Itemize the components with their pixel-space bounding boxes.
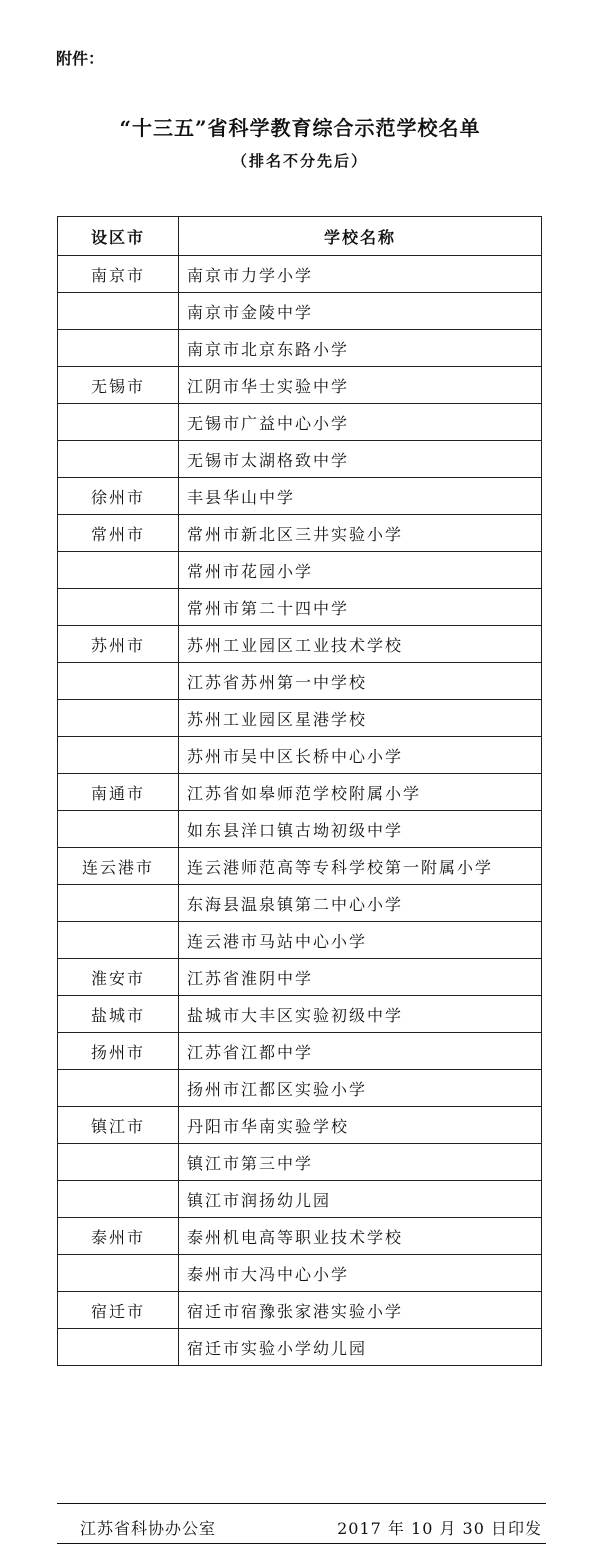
city-cell xyxy=(58,552,179,589)
city-cell: 泰州市 xyxy=(58,1218,179,1255)
table-row xyxy=(58,1255,542,1292)
school-cell: 南京市北京东路小学 xyxy=(179,330,542,367)
footer-bottom-rule xyxy=(57,1543,546,1544)
table-row xyxy=(58,256,542,293)
footer-date: 2017 年 10 月 30 日印发 xyxy=(337,1519,542,1538)
school-cell: 宿迁市实验小学幼儿园 xyxy=(179,1329,542,1366)
table-row xyxy=(58,1107,542,1144)
city-cell xyxy=(58,441,179,478)
city-cell: 无锡市 xyxy=(58,367,179,404)
city-cell: 常州市 xyxy=(58,515,179,552)
city-cell xyxy=(58,330,179,367)
table-row xyxy=(58,515,542,552)
school-cell: 无锡市太湖格致中学 xyxy=(179,441,542,478)
footer-top-rule xyxy=(57,1503,546,1504)
city-cell xyxy=(58,1144,179,1181)
school-list-table xyxy=(57,216,542,1366)
document-title: “十三五”省科学教育综合示范学校名单 xyxy=(119,116,481,140)
table-row xyxy=(58,1329,542,1366)
city-cell xyxy=(58,737,179,774)
school-cell: 江苏省如皋师范学校附属小学 xyxy=(179,774,542,811)
school-cell: 常州市第二十四中学 xyxy=(179,589,542,626)
column-header-city: 设区市 xyxy=(58,217,179,256)
table-row xyxy=(58,589,542,626)
city-cell: 南京市 xyxy=(58,256,179,293)
table-row xyxy=(58,367,542,404)
table-header-row xyxy=(58,217,542,256)
city-cell xyxy=(58,1329,179,1366)
school-cell: 连云港市马站中心小学 xyxy=(179,922,542,959)
school-cell: 南京市金陵中学 xyxy=(179,293,542,330)
table-row xyxy=(58,404,542,441)
city-cell xyxy=(58,1181,179,1218)
school-cell: 扬州市江都区实验小学 xyxy=(179,1070,542,1107)
table-row xyxy=(58,1292,542,1329)
table-row xyxy=(58,848,542,885)
table-row xyxy=(58,700,542,737)
table-row xyxy=(58,1033,542,1070)
city-cell xyxy=(58,663,179,700)
table-row xyxy=(58,996,542,1033)
school-cell: 苏州工业园区工业技术学校 xyxy=(179,626,542,663)
school-cell: 江苏省苏州第一中学校 xyxy=(179,663,542,700)
table-row xyxy=(58,737,542,774)
city-cell xyxy=(58,811,179,848)
table-row xyxy=(58,293,542,330)
school-cell: 如东县洋口镇古坳初级中学 xyxy=(179,811,542,848)
table-row xyxy=(58,626,542,663)
school-cell: 常州市花园小学 xyxy=(179,552,542,589)
table-row xyxy=(58,1070,542,1107)
city-cell xyxy=(58,1255,179,1292)
school-cell: 镇江市第三中学 xyxy=(179,1144,542,1181)
city-cell xyxy=(58,700,179,737)
table-row xyxy=(58,811,542,848)
table-row xyxy=(58,774,542,811)
school-cell: 苏州市吴中区长桥中心小学 xyxy=(179,737,542,774)
table-row xyxy=(58,1218,542,1255)
school-cell: 连云港师范高等专科学校第一附属小学 xyxy=(179,848,542,885)
table-row xyxy=(58,1144,542,1181)
school-cell: 江阴市华士实验中学 xyxy=(179,367,542,404)
table-row xyxy=(58,1181,542,1218)
city-cell: 徐州市 xyxy=(58,478,179,515)
school-cell: 镇江市润扬幼儿园 xyxy=(179,1181,542,1218)
city-cell: 扬州市 xyxy=(58,1033,179,1070)
table-row xyxy=(58,441,542,478)
city-cell: 镇江市 xyxy=(58,1107,179,1144)
city-cell xyxy=(58,589,179,626)
city-cell: 连云港市 xyxy=(58,848,179,885)
school-cell: 常州市新北区三井实验小学 xyxy=(179,515,542,552)
school-cell: 南京市力学小学 xyxy=(179,256,542,293)
school-cell: 丰县华山中学 xyxy=(179,478,542,515)
city-cell xyxy=(58,922,179,959)
table-row xyxy=(58,885,542,922)
school-cell: 江苏省江都中学 xyxy=(179,1033,542,1070)
table-body xyxy=(58,256,542,1366)
city-cell: 宿迁市 xyxy=(58,1292,179,1329)
school-cell: 盐城市大丰区实验初级中学 xyxy=(179,996,542,1033)
footer-issuer: 江苏省科协办公室 xyxy=(80,1519,217,1538)
table-row xyxy=(58,478,542,515)
school-cell: 泰州市大冯中心小学 xyxy=(179,1255,542,1292)
table-row xyxy=(58,922,542,959)
city-cell xyxy=(58,404,179,441)
school-cell: 无锡市广益中心小学 xyxy=(179,404,542,441)
city-cell xyxy=(58,293,179,330)
school-cell: 东海县温泉镇第二中心小学 xyxy=(179,885,542,922)
school-cell: 宿迁市宿豫张家港实验小学 xyxy=(179,1292,542,1329)
city-cell: 淮安市 xyxy=(58,959,179,996)
attachment-label: 附件： xyxy=(56,49,105,68)
city-cell: 苏州市 xyxy=(58,626,179,663)
school-cell: 苏州工业园区星港学校 xyxy=(179,700,542,737)
school-cell: 泰州机电高等职业技术学校 xyxy=(179,1218,542,1255)
document-subtitle: （排名不分先后） xyxy=(231,152,368,170)
column-header-school: 学校名称 xyxy=(179,217,542,256)
school-cell: 江苏省淮阴中学 xyxy=(179,959,542,996)
school-cell: 丹阳市华南实验学校 xyxy=(179,1107,542,1144)
city-cell xyxy=(58,885,179,922)
city-cell: 盐城市 xyxy=(58,996,179,1033)
table-row xyxy=(58,663,542,700)
city-cell xyxy=(58,1070,179,1107)
city-cell: 南通市 xyxy=(58,774,179,811)
table-row xyxy=(58,959,542,996)
table-row xyxy=(58,552,542,589)
table-row xyxy=(58,330,542,367)
